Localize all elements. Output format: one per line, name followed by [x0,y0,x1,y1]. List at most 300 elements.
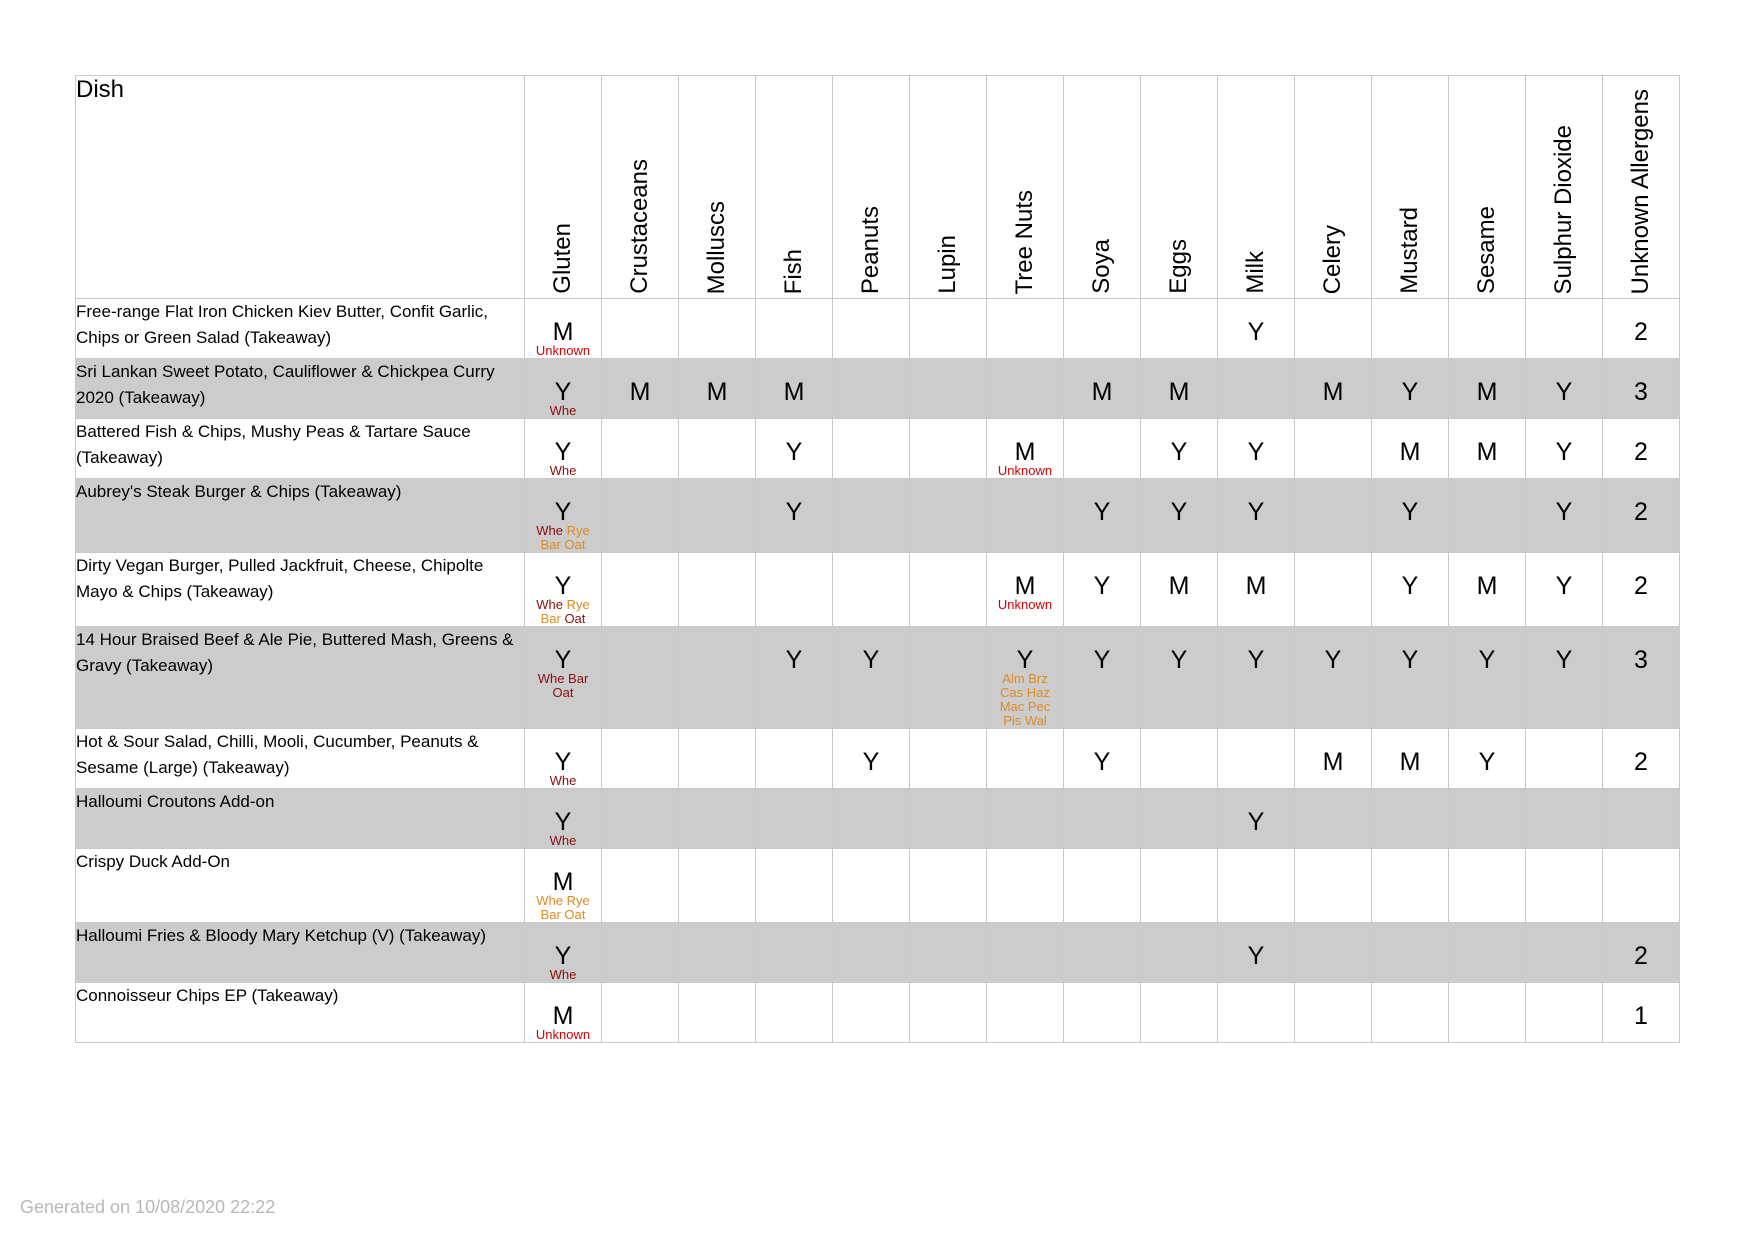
column-header-label: Gluten [549,223,576,294]
allergen-cell-mustard [1372,923,1449,983]
allergen-cell-soya [1064,789,1141,849]
dish-name: Halloumi Fries & Bloody Mary Ketchup (V) (Takeaway) [76,923,525,983]
allergen-cell-molluscs [679,359,756,419]
allergen-value: Y [1324,646,1342,674]
allergen-cell-tree-nuts [987,553,1064,627]
allergen-cell-peanuts [833,627,910,729]
allergen-value: M [1399,438,1421,466]
allergen-cell-fish [756,479,833,553]
allergen-value: M [1322,378,1344,406]
allergen-value: Y [1555,378,1573,406]
allergen-cell-peanuts [833,553,910,627]
allergen-table [75,75,1680,1043]
allergen-cell-sesame [1449,479,1526,553]
allergen-value: Y [785,498,803,526]
allergen-detail [987,598,1063,612]
allergen-cell-sulphur-dioxide [1526,923,1603,983]
allergen-value: M [1476,378,1498,406]
dish-name: Dirty Vegan Burger, Pulled Jackfruit, Cheese, Chipolte Mayo & Chips (Takeaway) [76,553,525,627]
allergen-value: Y [554,942,572,970]
allergen-detail-token: Whe [549,463,577,478]
allergen-cell-eggs [1141,849,1218,923]
allergen-value: 2 [1634,498,1648,526]
column-header-lupin [910,76,987,299]
allergen-cell-milk [1218,359,1295,419]
allergen-detail-token: Oat [552,685,574,700]
allergen-cell-gluten [525,923,602,983]
allergen-cell-fish [756,983,833,1043]
column-header-fish [756,76,833,299]
allergen-value: Y [862,646,880,674]
allergen-value: 2 [1634,438,1648,466]
allergen-cell-peanuts [833,983,910,1043]
allergen-value: Y [1247,438,1265,466]
allergen-cell-sesame [1449,789,1526,849]
column-header-peanuts [833,76,910,299]
allergen-cell-sesame [1449,729,1526,789]
allergen-cell-celery [1295,359,1372,419]
allergen-cell-eggs [1141,789,1218,849]
allergen-cell-sulphur-dioxide [1526,849,1603,923]
allergen-detail [525,672,601,700]
column-header-crustaceans [602,76,679,299]
allergen-detail [525,404,601,418]
allergen-cell-gluten [525,479,602,553]
allergen-cell-celery [1295,419,1372,479]
column-header-label: Tree Nuts [1011,189,1038,294]
allergen-cell-molluscs [679,419,756,479]
allergen-value: Y [1247,498,1265,526]
allergen-value: Y [1555,646,1573,674]
allergen-cell-sesame [1449,627,1526,729]
allergen-cell-eggs [1141,479,1218,553]
allergen-cell-unknown-allergens [1603,729,1680,789]
allergen-cell-lupin [910,419,987,479]
allergen-cell-tree-nuts [987,849,1064,923]
allergen-cell-lupin [910,627,987,729]
allergen-value: M [706,378,728,406]
allergen-cell-soya [1064,729,1141,789]
allergen-cell-tree-nuts [987,789,1064,849]
allergen-value: Y [1401,498,1419,526]
allergen-cell-milk [1218,729,1295,789]
allergen-cell-soya [1064,299,1141,359]
allergen-value: Y [1401,378,1419,406]
allergen-cell-unknown-allergens [1603,627,1680,729]
column-header-label: Eggs [1165,239,1192,294]
dish-name: Battered Fish & Chips, Mushy Peas & Tartare Sauce (Takeaway) [76,419,525,479]
allergen-cell-sesame [1449,299,1526,359]
allergen-cell-crustaceans [602,627,679,729]
allergen-cell-lupin [910,923,987,983]
allergen-cell-fish [756,299,833,359]
allergen-cell-sesame [1449,983,1526,1043]
allergen-cell-eggs [1141,359,1218,419]
allergen-cell-lupin [910,479,987,553]
allergen-value: Y [554,748,572,776]
allergen-cell-soya [1064,627,1141,729]
table-row [76,983,1680,1043]
allergen-cell-sulphur-dioxide [1526,553,1603,627]
allergen-cell-crustaceans [602,983,679,1043]
allergen-cell-unknown-allergens [1603,983,1680,1043]
allergen-cell-sulphur-dioxide [1526,359,1603,419]
allergen-value: 1 [1634,1002,1648,1030]
allergen-cell-lupin [910,983,987,1043]
allergen-cell-molluscs [679,479,756,553]
allergen-cell-sulphur-dioxide [1526,729,1603,789]
allergen-detail-token: Whe Rye [536,893,590,908]
allergen-cell-lupin [910,299,987,359]
allergen-cell-gluten [525,553,602,627]
column-header-sulphur-dioxide [1526,76,1603,299]
allergen-cell-lupin [910,729,987,789]
allergen-cell-fish [756,553,833,627]
allergen-cell-gluten [525,983,602,1043]
allergen-cell-sulphur-dioxide [1526,419,1603,479]
column-header-molluscs [679,76,756,299]
allergen-cell-eggs [1141,923,1218,983]
allergen-cell-sesame [1449,849,1526,923]
dish-name: Hot & Sour Salad, Chilli, Mooli, Cucumber, Peanuts & Sesame (Large) (Takeaway) [76,729,525,789]
table-row [76,789,1680,849]
allergen-cell-soya [1064,923,1141,983]
table-row [76,729,1680,789]
allergen-value: Y [785,438,803,466]
allergen-detail-token: Bar Oat [540,537,586,552]
allergen-cell-eggs [1141,419,1218,479]
allergen-value: Y [1478,748,1496,776]
allergen-cell-unknown-allergens [1603,479,1680,553]
allergen-detail [525,464,601,478]
allergen-cell-lupin [910,359,987,419]
allergen-value: Y [1016,646,1034,674]
allergen-value: M [552,1002,574,1030]
table-row [76,299,1680,359]
allergen-cell-eggs [1141,983,1218,1043]
allergen-cell-peanuts [833,419,910,479]
allergen-value: Y [1170,438,1188,466]
column-header-label: Soya [1088,239,1115,294]
allergen-cell-peanuts [833,359,910,419]
allergen-value: M [1399,748,1421,776]
allergen-cell-mustard [1372,729,1449,789]
allergen-cell-unknown-allergens [1603,359,1680,419]
allergen-cell-tree-nuts [987,627,1064,729]
column-header-label: Peanuts [857,205,884,294]
allergen-value: Y [1093,646,1111,674]
allergen-value: Y [554,438,572,466]
allergen-value: M [1476,572,1498,600]
allergen-value: Y [1170,498,1188,526]
allergen-value: Y [1247,646,1265,674]
allergen-cell-milk [1218,789,1295,849]
allergen-cell-peanuts [833,849,910,923]
column-header-milk [1218,76,1295,299]
allergen-detail-token: Rye [563,597,590,612]
allergen-cell-gluten [525,849,602,923]
allergen-cell-milk [1218,923,1295,983]
column-header-label: Milk [1242,251,1269,294]
allergen-cell-celery [1295,553,1372,627]
allergen-detail-token: Rye [563,523,590,538]
table-row [76,553,1680,627]
allergen-value: Y [862,748,880,776]
allergen-cell-molluscs [679,553,756,627]
dish-name: 14 Hour Braised Beef & Ale Pie, Buttered Mash, Greens & Gravy (Takeaway) [76,627,525,729]
allergen-detail-token: Unknown [535,343,591,358]
allergen-detail [525,1028,601,1042]
allergen-cell-fish [756,789,833,849]
allergen-value: Y [1093,498,1111,526]
allergen-value: M [1014,438,1036,466]
allergen-value: M [1091,378,1113,406]
allergen-cell-celery [1295,923,1372,983]
allergen-detail-token: Bar Oat [540,907,586,922]
allergen-cell-milk [1218,299,1295,359]
allergen-cell-peanuts [833,479,910,553]
allergen-cell-gluten [525,359,602,419]
allergen-value: M [629,378,651,406]
column-header-label: Mustard [1396,207,1423,294]
allergen-cell-soya [1064,553,1141,627]
allergen-value: Y [554,378,572,406]
table-row [76,359,1680,419]
allergen-cell-eggs [1141,729,1218,789]
allergen-cell-unknown-allergens [1603,849,1680,923]
allergen-value: M [1245,572,1267,600]
allergen-detail [525,774,601,788]
table-row [76,923,1680,983]
allergen-cell-gluten [525,299,602,359]
allergen-cell-mustard [1372,789,1449,849]
dish-name: Connoisseur Chips EP (Takeaway) [76,983,525,1043]
column-header-soya [1064,76,1141,299]
allergen-cell-unknown-allergens [1603,923,1680,983]
allergen-cell-celery [1295,729,1372,789]
allergen-detail-token: Whe [549,967,577,982]
allergen-detail-token: Whe [549,833,577,848]
allergen-value: Y [554,572,572,600]
allergen-cell-fish [756,627,833,729]
allergen-cell-unknown-allergens [1603,553,1680,627]
allergen-detail [525,524,601,552]
column-header-label: Unknown Allergens [1627,88,1654,294]
allergen-cell-lupin [910,849,987,923]
allergen-detail-token: Unknown [997,597,1053,612]
allergen-cell-mustard [1372,627,1449,729]
allergen-cell-molluscs [679,299,756,359]
allergen-cell-gluten [525,729,602,789]
allergen-cell-unknown-allergens [1603,419,1680,479]
column-header-sesame [1449,76,1526,299]
allergen-cell-tree-nuts [987,299,1064,359]
allergen-value: M [1476,438,1498,466]
allergen-cell-sulphur-dioxide [1526,299,1603,359]
allergen-cell-milk [1218,553,1295,627]
allergen-cell-mustard [1372,849,1449,923]
allergen-cell-sulphur-dioxide [1526,627,1603,729]
allergen-value: M [1014,572,1036,600]
column-header-eggs [1141,76,1218,299]
allergen-value: Y [554,808,572,836]
allergen-cell-milk [1218,627,1295,729]
allergen-value: Y [1170,646,1188,674]
allergen-cell-unknown-allergens [1603,789,1680,849]
allergen-cell-peanuts [833,299,910,359]
allergen-cell-eggs [1141,299,1218,359]
allergen-cell-soya [1064,983,1141,1043]
allergen-cell-eggs [1141,553,1218,627]
allergen-cell-milk [1218,419,1295,479]
allergen-value: Y [1401,646,1419,674]
allergen-cell-milk [1218,983,1295,1043]
allergen-value: M [1322,748,1344,776]
allergen-cell-crustaceans [602,299,679,359]
allergen-cell-sulphur-dioxide [1526,479,1603,553]
allergen-cell-tree-nuts [987,359,1064,419]
allergen-cell-celery [1295,983,1372,1043]
allergen-cell-sesame [1449,553,1526,627]
allergen-value: 3 [1634,378,1648,406]
allergen-value: M [552,868,574,896]
column-header-label: Molluscs [703,200,730,294]
allergen-cell-mustard [1372,359,1449,419]
allergen-cell-mustard [1372,299,1449,359]
allergen-value: 2 [1634,942,1648,970]
allergen-cell-fish [756,359,833,419]
allergen-detail [525,598,601,626]
allergen-cell-soya [1064,479,1141,553]
allergen-cell-unknown-allergens [1603,299,1680,359]
allergen-value: Y [554,646,572,674]
allergen-cell-tree-nuts [987,419,1064,479]
allergen-cell-molluscs [679,729,756,789]
allergen-cell-soya [1064,359,1141,419]
allergen-detail-token: Whe [536,597,563,612]
allergen-cell-eggs [1141,627,1218,729]
allergen-value: Y [1555,438,1573,466]
allergen-detail-token: Unknown [997,463,1053,478]
column-header-celery [1295,76,1372,299]
allergen-detail-token: Cas Haz [1000,685,1050,700]
allergen-cell-crustaceans [602,849,679,923]
allergen-cell-molluscs [679,627,756,729]
allergen-cell-peanuts [833,923,910,983]
allergen-cell-crustaceans [602,553,679,627]
allergen-value: Y [1478,646,1496,674]
allergen-cell-sesame [1449,419,1526,479]
allergen-cell-molluscs [679,789,756,849]
column-header-label: Lupin [934,235,961,294]
allergen-cell-fish [756,729,833,789]
allergen-cell-tree-nuts [987,983,1064,1043]
column-header-label: Celery [1319,224,1346,294]
allergen-detail-token: Unknown [535,1027,591,1042]
allergen-value: 2 [1634,572,1648,600]
table-row [76,627,1680,729]
allergen-detail-token: Mac Pec [999,699,1051,714]
allergen-cell-sulphur-dioxide [1526,789,1603,849]
column-header-label: Sulphur Dioxide [1550,124,1577,294]
allergen-value: M [783,378,805,406]
generated-timestamp: Generated on 10/08/2020 22:22 [20,1197,276,1217]
allergen-detail [987,672,1063,728]
column-header-mustard [1372,76,1449,299]
allergen-cell-lupin [910,553,987,627]
table-row [76,419,1680,479]
allergen-cell-peanuts [833,789,910,849]
allergen-cell-tree-nuts [987,729,1064,789]
dish-name: Halloumi Croutons Add-on [76,789,525,849]
allergen-value: Y [1247,942,1265,970]
allergen-detail-token: Whe [549,403,577,418]
allergen-cell-celery [1295,479,1372,553]
allergen-cell-molluscs [679,983,756,1043]
allergen-value: Y [1247,808,1265,836]
table-row [76,479,1680,553]
allergen-cell-crustaceans [602,789,679,849]
allergen-detail-token: Whe [536,523,563,538]
allergen-cell-celery [1295,849,1372,923]
allergen-cell-soya [1064,419,1141,479]
allergen-cell-fish [756,923,833,983]
allergen-value: Y [1555,498,1573,526]
allergen-cell-mustard [1372,419,1449,479]
allergen-cell-sulphur-dioxide [1526,983,1603,1043]
allergen-value: M [552,318,574,346]
allergen-value: M [1168,572,1190,600]
allergen-detail [525,968,601,982]
allergen-cell-molluscs [679,923,756,983]
dish-name: Sri Lankan Sweet Potato, Cauliflower & Chickpea Curry 2020 (Takeaway) [76,359,525,419]
column-header-label: Fish [780,248,807,294]
allergen-cell-mustard [1372,983,1449,1043]
allergen-cell-gluten [525,789,602,849]
allergen-cell-milk [1218,849,1295,923]
allergen-value: Y [554,498,572,526]
allergen-cell-milk [1218,479,1295,553]
allergen-value: Y [1093,572,1111,600]
allergen-cell-crustaceans [602,729,679,789]
allergen-value: 2 [1634,318,1648,346]
table-row [76,849,1680,923]
allergen-cell-soya [1064,849,1141,923]
allergen-cell-celery [1295,627,1372,729]
allergen-value: Y [1093,748,1111,776]
allergen-value: Y [1555,572,1573,600]
allergen-cell-fish [756,849,833,923]
allergen-detail-token: Whe Bar [537,671,589,686]
column-header-label: Sesame [1473,205,1500,294]
allergen-cell-sesame [1449,923,1526,983]
allergen-value: 3 [1634,646,1648,674]
column-header-unknown-allergens [1603,76,1680,299]
allergen-detail [987,464,1063,478]
allergen-value: M [1168,378,1190,406]
allergen-cell-crustaceans [602,419,679,479]
allergen-value: Y [1401,572,1419,600]
allergen-cell-mustard [1372,479,1449,553]
allergen-detail-token: Alm Brz [1002,671,1048,686]
allergen-cell-gluten [525,419,602,479]
allergen-value: Y [785,646,803,674]
allergen-cell-celery [1295,789,1372,849]
dish-name: Free-range Flat Iron Chicken Kiev Butter, Confit Garlic, Chips or Green Salad (Takeaway) [76,299,525,359]
allergen-cell-tree-nuts [987,923,1064,983]
dish-name: Crispy Duck Add-On [76,849,525,923]
allergen-detail-token: Oat [560,611,586,626]
